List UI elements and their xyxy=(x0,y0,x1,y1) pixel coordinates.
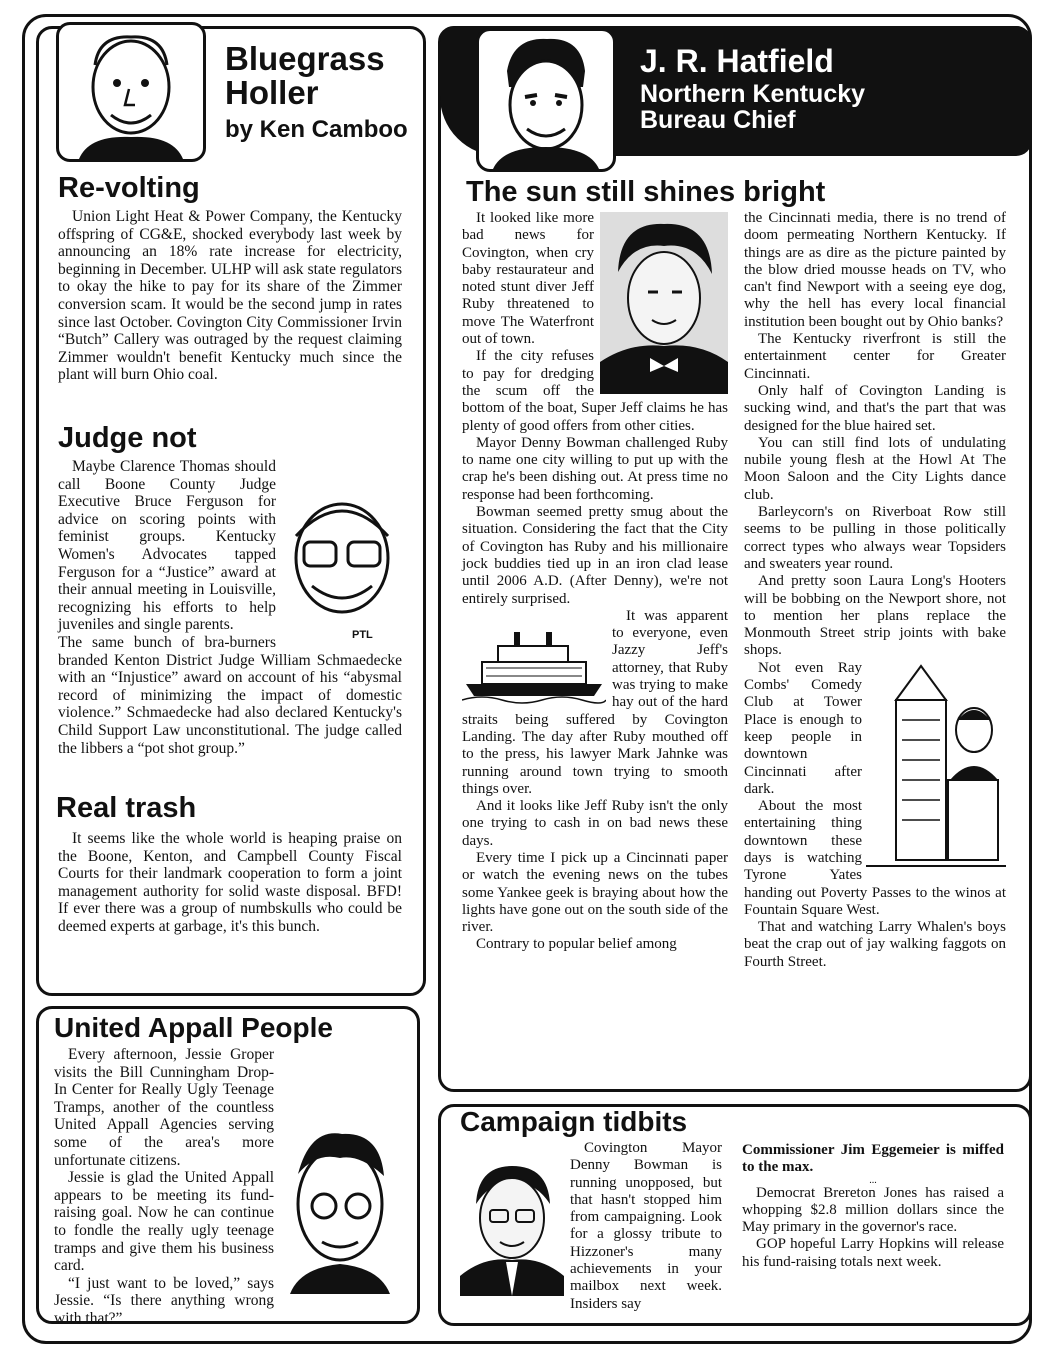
paragraph: That and watching Larry Whalen's boys beat the crap out of jay walking faggots on Fourth Street. xyxy=(744,919,1006,970)
denny-bowman-photo xyxy=(460,1156,564,1296)
headline-campaign: Campaign tidbits xyxy=(460,1106,688,1137)
headline-sun-shines: The sun still shines bright xyxy=(466,176,826,208)
paragraph: Democrat Brereton Jones has raised a whopping $2.8 million dollars since the May primary in the governor's race. xyxy=(742,1184,1004,1236)
article-sun-col2 xyxy=(744,210,1006,971)
paragraph: Not even Ray Combs' Comedy Club at Tower Place is enough to keep people in downtown Cincinnati after dark. xyxy=(744,659,862,797)
column-title-line2: Holler xyxy=(225,74,319,111)
separator: ... xyxy=(869,1174,877,1186)
paragraph: Union Light Heat & Power Company, the Kentucky offspring of CG&E, shocked everybody last week by announcing an 18% rate increase for electricity, beginning in December. ULHP will ask state regulators to okay the hike to pay for its share of the Zimmer conversion scam. It would be the second jump in rates since last October. Covington City Commissioner Irvin “Butch” Callery was outraged by the request claiming Zimmer wouldn't benefit Kentucky much since the plant will burn Ohio coal. xyxy=(58,208,402,384)
paragraph: Commissioner Jim Eggemeier is miffed to the max. xyxy=(742,1142,1004,1176)
paragraph: About the most entertaining thing downtown these days is watching Tyrone Yates handing out Poverty Passes to the winos at Fountain Square West. xyxy=(744,798,1006,918)
headline-re-volting: Re-volting xyxy=(58,172,200,204)
jr-hatfield-caricature xyxy=(479,31,613,169)
artist-signature: PTL xyxy=(352,629,373,641)
headline-judge-not: Judge not xyxy=(58,422,197,454)
paragraph: Contrary to popular belief among xyxy=(476,936,677,953)
article-real-trash xyxy=(58,830,402,936)
paragraph: Every afternoon, Jessie Groper visits the Bill Cunningham Drop-In Center for Really Ugly Teenage Tramps, another of the countless United Appall Agencies serving some of the area's more unfortunate citizens. xyxy=(54,1046,274,1169)
headline-real-trash: Real trash xyxy=(56,792,197,824)
paragraph: The same bunch of bra-burners branded Kenton District Judge William Schmaedecke with an “Injustice” award on account of his “abysmal record of minimizing the impact of domestic violence.” Schmaedecke had also declared Kentucky's Child Support Law unconstitutional. The judge called the libbers a “pot shot group.” xyxy=(58,633,402,757)
paragraph: Mayor Denny Bowman challenged Ruby to name one city willing to put up with the crap he's been dishing out. At press time no response had been forthcoming. xyxy=(462,434,728,503)
paragraph: GOP hopeful Larry Hopkins will release his fund-raising totals next week. xyxy=(742,1236,1004,1270)
column-title-line1: Bluegrass xyxy=(225,40,385,77)
paragraph: Jessie is glad the United Appall appears to be meeting its fund-raising goal. Now he can continue to fondle the really ugly teenage tramps and give them his business card. xyxy=(54,1169,274,1275)
article-re-volting xyxy=(58,208,402,384)
paragraph: It looked like more bad news for Covington, when cry baby restaurateur and noted stunt diver Jeff Ruby threatened to move The Waterfront out of town. xyxy=(462,210,594,348)
article-campaign-col2 xyxy=(742,1142,1004,1271)
paragraph: “I just want to be loved,” says Jessie. “Is there anything wrong with that?” xyxy=(54,1274,274,1327)
paragraph: And it looks like Jeff Ruby isn't the only one trying to cash in on bad news these days. xyxy=(462,798,728,849)
paragraph: Maybe Clarence Thomas should call Boone County Judge Executive Bruce Ferguson for advice on scoring points with feminist groups. Kentucky Women's Advocates tapped Ferguson for a “Justice” award at their annual meeting in Louisville, recognizing his efforts to help juveniles and single parents. xyxy=(58,458,276,634)
article-judge-not xyxy=(58,458,402,757)
paragraph: If the city refuses to pay for dredging the scum off the bottom of the boat, Super Jeff claims he has plenty of good offers from other cities. xyxy=(462,348,728,434)
paragraph: Only half of Covington Landing is sucking wind, and that's the part that was designed for the blue haired set. xyxy=(744,382,1006,434)
jessie-groper-caricature xyxy=(280,1124,398,1294)
riverboat-illustration xyxy=(462,628,606,704)
article-sun-col1 xyxy=(462,210,728,954)
paragraph: And pretty soon Laura Long's Hooters will be bobbing on the Newport shore, not to mention her plans replace the Monmouth Street strip joints with bake shops. xyxy=(744,573,1006,659)
bruce-ferguson-caricature xyxy=(282,486,402,646)
article-united-appall xyxy=(54,1046,398,1328)
columnist-title-line1: Northern Kentucky xyxy=(640,80,866,108)
paragraph-text: It was apparent to everyone, even Jazzy Jeff's attorney, that Ruby was trying to make hay out of the hard straits being suffered by Covington Landing. The day after Ruby mouthed off to the press, his lawyer Mark Jahnke was running around town trying to smooth things over. xyxy=(462,607,728,797)
paragraph: Every time I pick up a Cincinnati paper or watch the evening news on the tubes some Yankee geek is braying about how the lights have gone out on the south side of the river. xyxy=(462,849,728,936)
paragraph: The Kentucky riverfront is still the entertainment center for Greater Cincinnati. xyxy=(744,331,1006,382)
paragraph: Barleycorn's on Riverboat Row still seems to be pulling in those politically correct types who always wear Topsiders and sweaters year round. xyxy=(744,504,1006,572)
paragraph: Covington Mayor Denny Bowman is running unopposed, but that hasn't stopped him from campaigning. Look for a glossy tribute to Hizzoner's many achievements in your mailbox next week. Insiders say xyxy=(570,1140,722,1312)
paragraph xyxy=(462,608,728,798)
hatfield-portrait-frame xyxy=(476,28,616,172)
columnist-portrait-frame xyxy=(56,22,206,162)
jeff-ruby-photo xyxy=(600,212,728,394)
paragraph: You can still find lots of undulating nubile young flesh at the Howl At The Moon Saloon and the City Lights dance club. xyxy=(744,434,1006,503)
tower-place-illustration xyxy=(866,660,1006,870)
columnist-name: J. R. Hatfield xyxy=(640,43,834,79)
byline: by Ken Camboo xyxy=(225,116,408,143)
columnist-title-line2: Bureau Chief xyxy=(640,106,796,134)
ken-camboo-caricature xyxy=(59,25,203,159)
article-campaign-col1 xyxy=(460,1140,722,1313)
headline-united-appall: United Appall People xyxy=(54,1012,333,1043)
paragraph: Bowman seemed pretty smug about the situation. Considering the fact that the City of Covington has Ruby and his millionaire jock buddies tied up in an iron clad lease until 2006 A.D. (After Denny), we're not entirely surprised. xyxy=(462,504,728,607)
paragraph: the Cincinnati media, there is no trend of doom permeating Northern Kentucky. If things are as dire as the picture painted by the blow dried mousse heads on TV, who can't find Newport with a seeing eye dog, why the hell has every local financial institution been bought out by Ohio banks? xyxy=(744,210,1006,330)
paragraph: It seems like the whole world is heaping praise on the Boone, Kenton, and Campbell County Fiscal Courts for their landmark cooperation to form a joint management authority for solid waste disposal. BFD! If ever there was a group of numbskulls who could be deemed experts at garbage, it's this bunch. xyxy=(58,830,402,935)
